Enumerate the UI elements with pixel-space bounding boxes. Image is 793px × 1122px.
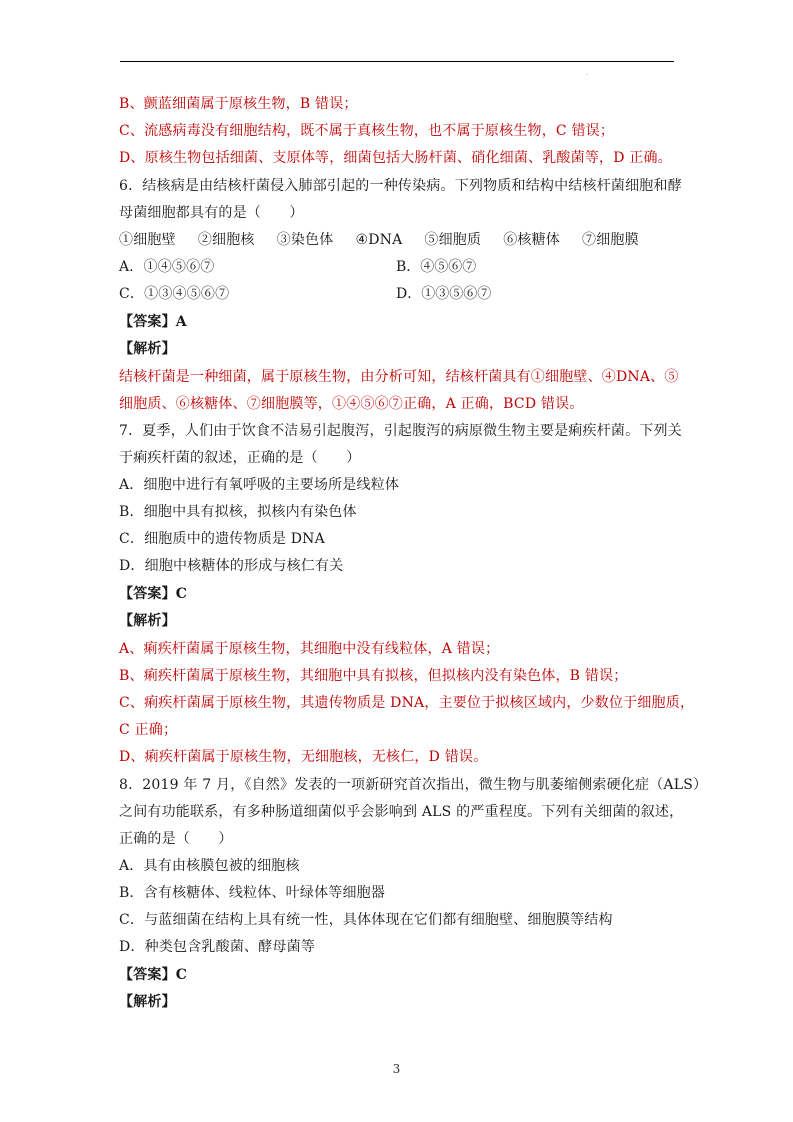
page-number: 3 bbox=[392, 1062, 401, 1076]
question-6-stem: 母菌细胞都具有的是（ ） bbox=[119, 205, 304, 221]
item: ⑥核糖体 bbox=[503, 232, 560, 248]
item: ③染色体 bbox=[276, 232, 334, 248]
option-a: A．具有由核膜包被的细胞核 bbox=[119, 858, 300, 874]
analysis-label: 【解析】 bbox=[119, 994, 176, 1010]
item: ①细胞壁 bbox=[119, 232, 176, 248]
explanation-line: C、流感病毒没有细胞结构，既不属于真核生物，也不属于原核生物，C 错误； bbox=[119, 123, 615, 139]
explanation-line: B、颤蓝细菌属于原核生物，B 错误； bbox=[119, 96, 358, 112]
question-7-stem: 于痢疾杆菌的叙述，正确的是（ ） bbox=[119, 450, 361, 466]
option-b: B．④⑤⑥⑦ bbox=[396, 259, 477, 275]
answer-label: 【答案】C bbox=[119, 586, 188, 602]
question-8-stem: 之间有功能联系，有多种肠道细菌似乎会影响到 ALS 的严重程度。下列有关细菌的叙述， bbox=[119, 804, 684, 820]
explanation-line: D、原核生物包括细菌、支原体等，细菌包括大肠杆菌、硝化细菌、乳酸菌等，D 正确。 bbox=[119, 150, 672, 166]
header-rule bbox=[120, 61, 674, 62]
option-c: C．与蓝细菌在结构上具有统一性，具体体现在它们都有细胞壁、细胞膜等结构 bbox=[119, 912, 613, 928]
option-c: C．①③④⑤⑥⑦ bbox=[119, 286, 230, 302]
explanation-line: 细胞质、⑥核糖体、⑦细胞膜等，①④⑤⑥⑦正确，A 正确，BCD 错误。 bbox=[119, 396, 584, 412]
item: ④DNA bbox=[355, 232, 403, 248]
analysis-label: 【解析】 bbox=[119, 341, 176, 357]
explanation-line: A、痢疾杆菌属于原核生物，其细胞中没有线粒体，A 错误； bbox=[119, 641, 500, 657]
explanation-line: D、痢疾杆菌属于原核生物，无细胞核，无核仁，D 错误。 bbox=[119, 749, 488, 765]
explanation-line: B、痢疾杆菌属于原核生物，其细胞中具有拟核，但拟核内没有染色体，B 错误； bbox=[119, 668, 628, 684]
option-b: B．细胞中具有拟核，拟核内有染色体 bbox=[119, 504, 357, 520]
item: ⑦细胞膜 bbox=[582, 232, 639, 248]
explanation-line: C 正确； bbox=[119, 722, 178, 738]
option-d: D．①③⑤⑥⑦ bbox=[396, 286, 492, 302]
item: ⑤细胞质 bbox=[424, 232, 482, 248]
option-a: A．①④⑤⑥⑦ bbox=[119, 259, 215, 275]
option-b: B．含有核糖体、线粒体、叶绿体等细胞器 bbox=[119, 885, 386, 901]
item: ②细胞核 bbox=[197, 232, 255, 248]
option-d: D．种类包含乳酸菌、酵母菌等 bbox=[119, 939, 316, 955]
option-c: C．细胞质中的遗传物质是 DNA bbox=[119, 531, 325, 547]
analysis-label: 【解析】 bbox=[119, 613, 176, 629]
explanation-line: 结核杆菌是一种细菌，属于原核生物，由分析可知，结核杆菌具有①细胞壁、④DNA、⑤ bbox=[119, 369, 679, 385]
answer-label: 【答案】C bbox=[119, 967, 188, 983]
explanation-line: C、痢疾杆菌属于原核生物，其遗传物质是 DNA，主要位于拟核区域内，少数位于细胞质， bbox=[119, 695, 695, 711]
answer-label: 【答案】A bbox=[119, 314, 187, 330]
header-mark: . bbox=[586, 70, 588, 77]
question-8-stem: 8．2019 年 7 月，《自然》发表的一项新研究首次指出，微生物与肌萎缩侧索硬化症（ALS） bbox=[119, 777, 708, 793]
question-6-items bbox=[119, 231, 639, 249]
question-6-stem: 6．结核病是由结核杆菌侵入肺部引起的一种传染病。下列物质和结构中结核杆菌细胞和酵 bbox=[119, 178, 682, 194]
option-a: A．细胞中进行有氧呼吸的主要场所是线粒体 bbox=[119, 477, 400, 493]
question-7-stem: 7．夏季，人们由于饮食不洁易引起腹泻，引起腹泻的病原微生物主要是痢疾杆菌。下列关 bbox=[119, 423, 682, 439]
question-8-stem: 正确的是（ ） bbox=[119, 831, 233, 847]
option-d: D．细胞中核糖体的形成与核仁有关 bbox=[119, 558, 344, 574]
